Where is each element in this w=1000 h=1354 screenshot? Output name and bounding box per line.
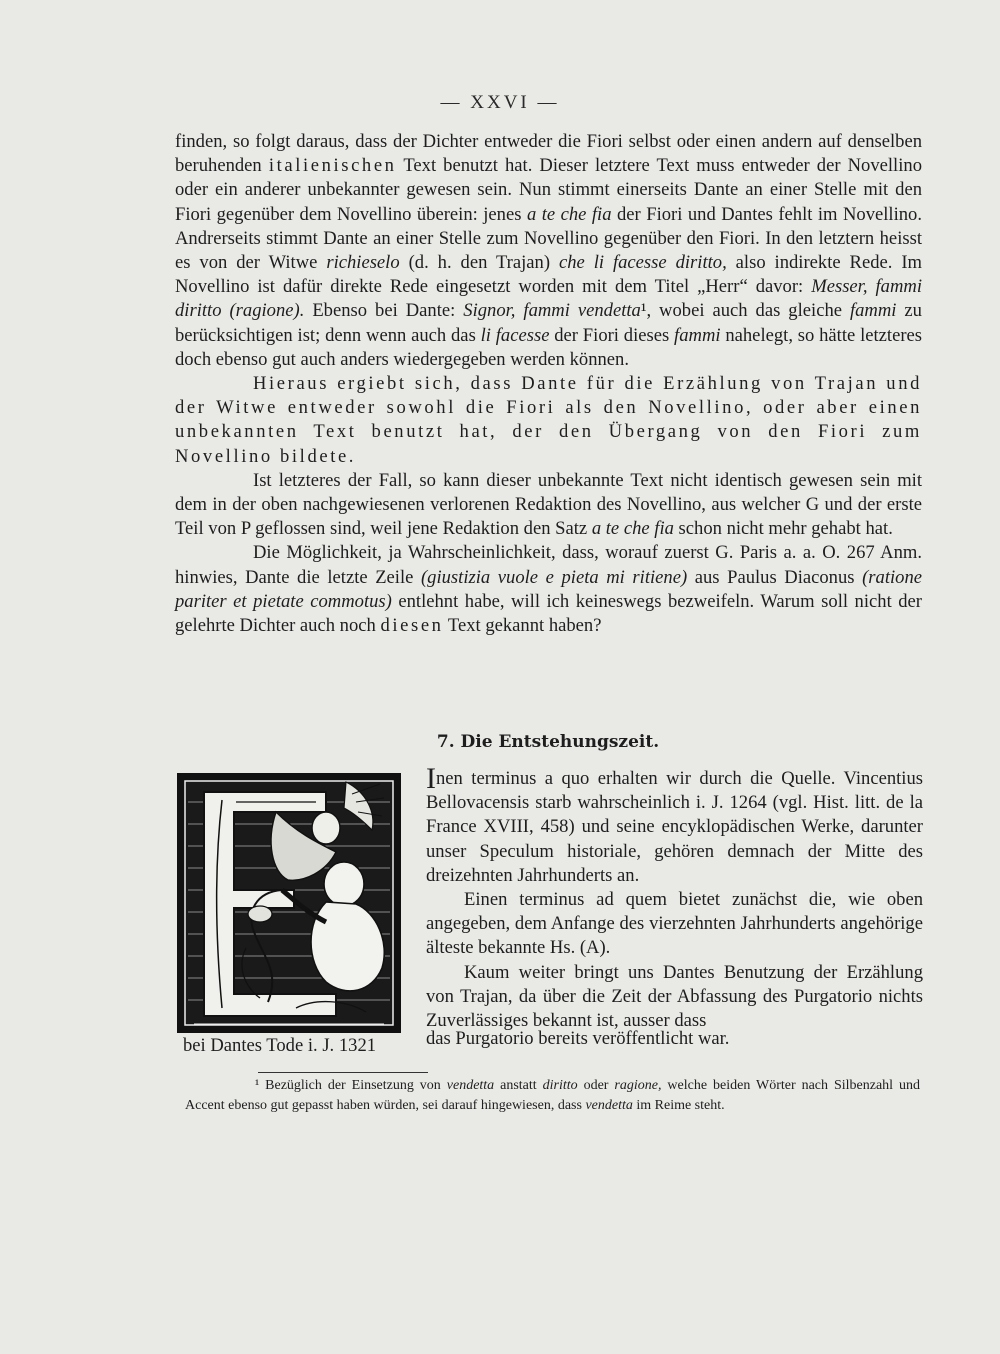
decorated-initial-illustration [176, 772, 402, 1034]
footnote-text: ¹ Bezüglich der Einsetzung von vendetta anstatt diritto oder ragione, welche beiden Wörter nach Silbenzahl und Accent ebenso gut gepasst haben würden, sei darauf hingewiesen, dass vendetta im Reime steht. [185, 1078, 920, 1113]
paragraph-4: Die Möglichkeit, ja Wahrscheinlichkeit, dass, worauf zuerst G. Paris a. a. O. 267 Anm. hinwies, Dante die letzte Zeile (giustizia vuole e pieta mi ritiene) aus Paulus Diaconus (ratione pariter et pietate commotus) entlehnt habe, will ich keineswegs bezweifeln. Warum soll nicht der gelehrte Dichter auch noch diesen Text gekannt haben? [175, 542, 923, 637]
right-paragraph-3: Kaum weiter bringt uns Dantes Benutzung der Erzählung von Trajan, da über die Zeit der Abfassung des Purgatorio nichts Zuverlässiges bekannt ist, ausser dass [426, 961, 923, 1032]
right-column-text [426, 762, 923, 1033]
woodcut-initial-e-icon [176, 772, 402, 1034]
footnote [185, 1076, 920, 1116]
final-line-left: bei Dantes Tode i. J. 1321 [183, 1035, 377, 1056]
page-number: — XXVI — [440, 92, 560, 113]
right-paragraph-1: Inen terminus a quo erhalten wir durch die Quelle. Vincentius Bellovacensis starb wahrscheinlich i. J. 1264 (vgl. Hist. litt. de la France XVIII, 458) und seine encyklopädischen Werke, darunter unser Speculum historiale, gehören demnach der Mitte des dreizehnten Jahrhunderts an. [426, 762, 923, 886]
paragraph-2: Hieraus ergiebt sich, dass Dante für die Erzählung von Trajan und der Witwe entweder sowohl die Fiori als den Novellino, oder aber einen unbekannten Text benutzt hat, der den Übergang von den Fiori zum Novellino bildete. [175, 373, 922, 467]
paragraph-1: finden, so folgt daraus, dass der Dichter entweder die Fiori selbst oder einen andern auf denselben beruhenden italienischen Text benutzt hat. Dieser letztere Text muss entweder der Novellino oder ein anderer unbekannter gewesen sein. Nun stimmt einerseits Dante an einer Stelle mit den Fiori gegenüber dem Novellino überein: jenes a te che fia der Fiori und Dantes fehlt im Novellino. Andrerseits stimmt Dante an einer Stelle zum Novellino gegenüber den Fiori. In den letztern heisst es von der Witwe richieselo (d. h. den Trajan) che li facesse diritto, also indirekte Rede. Im Novellino ist dafür direkte Rede eingesetzt worden mit dem Titel „Herr“ davor: Messer, fammi diritto (ragione). Ebenso bei Dante: Signor, fammi vendetta¹, wobei auch das gleiche fammi zu berücksichtigen ist; denn wenn auch das li facesse der Fiori dieses fammi nahelegt, so hätte letzteres doch ebenso gut auch anders wiedergegeben werden können. [175, 131, 923, 370]
paragraph-3: Ist letzteres der Fall, so kann dieser unbekannte Text nicht identisch gewesen sein mit dem in der oben nachgewiesenen verlorenen Redaktion des Novellino, aus welcher G und der erste Teil von P geflossen sind, weil jene Redaktion den Satz a te che fia schon nicht mehr gehabt hat. [175, 469, 922, 540]
final-line-right: das Purgatorio bereits veröffentlicht war. [426, 1028, 730, 1049]
main-text [175, 130, 922, 638]
footnote-ref: ¹ [640, 300, 647, 322]
initial-letter: I [426, 762, 436, 795]
section-heading: 7. Die Entstehungszeit. [436, 732, 660, 752]
right-paragraph-2: Einen terminus ad quem bietet zunächst die, wie oben angegeben, dem Anfange des vierzehnten Jahrhunderts angehörige älteste bekannte Hs. (A). [426, 889, 923, 959]
footnote-divider [258, 1072, 428, 1073]
